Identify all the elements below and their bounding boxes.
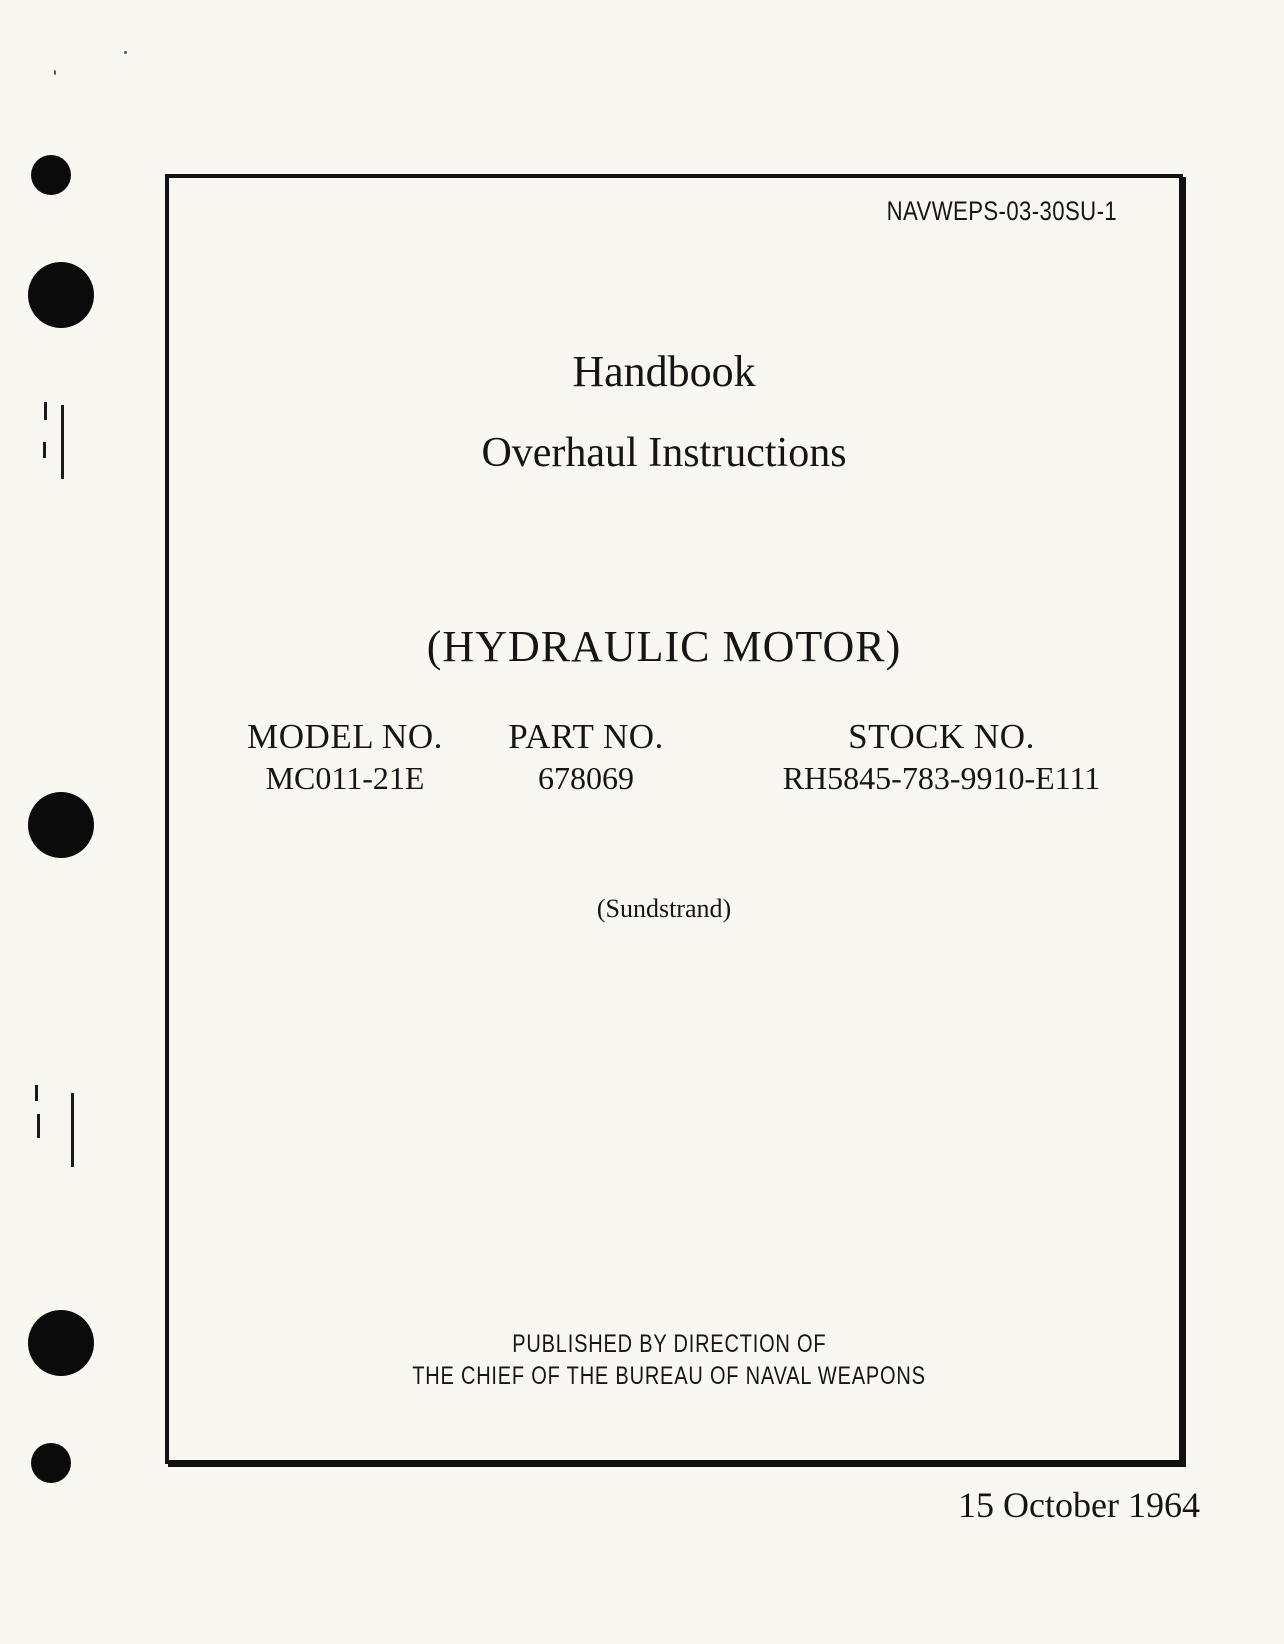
binding-mark	[37, 1114, 40, 1138]
binder-hole	[28, 792, 94, 858]
title-frame	[165, 174, 1183, 1464]
publication-date: 15 October 1964	[958, 1485, 1200, 1525]
binder-hole	[28, 262, 94, 328]
publisher-line-1	[164, 1330, 1174, 1359]
part-number-value: 678069	[538, 760, 634, 796]
document-number: NAVWEPS-03-30SU-1	[886, 196, 1117, 226]
part-number-label: PART NO.	[508, 717, 664, 756]
manufacturer-name: (Sundstrand)	[596, 894, 732, 923]
subject-title: (HYDRAULIC MOTOR)	[426, 622, 902, 671]
title-overhaul-instructions: Overhaul Instructions	[481, 430, 847, 476]
publisher-text: THE CHIEF OF THE BUREAU OF NAVAL WEAPONS	[412, 1362, 926, 1390]
binder-hole	[28, 1310, 94, 1376]
binding-mark	[61, 405, 64, 479]
stock-number-block	[764, 716, 1119, 798]
binding-mark	[71, 1093, 74, 1167]
title-handbook: Handbook	[572, 347, 756, 396]
model-number-block	[229, 716, 461, 798]
binder-hole	[31, 155, 71, 195]
stock-number-label: STOCK NO.	[848, 717, 1035, 756]
stock-number-value: RH5845-783-9910-E111	[782, 760, 1101, 796]
binding-mark	[43, 442, 46, 458]
model-number-value: MC011-21E	[265, 760, 425, 796]
binder-hole	[31, 1443, 71, 1483]
part-number-block	[491, 716, 681, 798]
paper-speck	[124, 51, 127, 54]
publisher-text: PUBLISHED BY DIRECTION OF	[511, 1330, 827, 1358]
publisher-line-2	[164, 1362, 1174, 1391]
paper-speck	[54, 70, 56, 75]
binding-mark	[35, 1085, 38, 1101]
binding-mark	[44, 402, 47, 420]
model-number-label: MODEL NO.	[247, 717, 443, 756]
